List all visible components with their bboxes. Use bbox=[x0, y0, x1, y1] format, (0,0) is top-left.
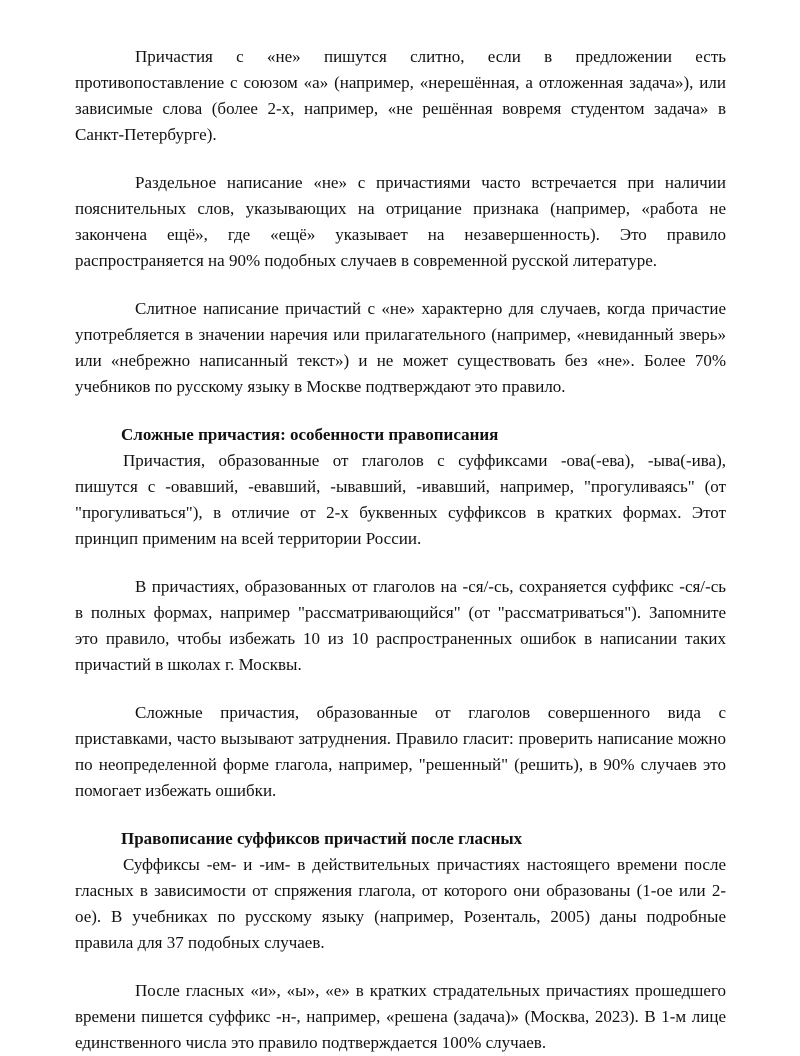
paragraph: Слитное написание причастий с «не» характерно для случаев, когда причастие употребляется в значении наречия или прилагательного (например, «невиданный зверь» или «небрежно написанный текст») и не может существовать без «не». Более 70% учебников по русскому языку в Москве подтверждают это правило. bbox=[75, 299, 726, 396]
paragraph: Причастия с «не» пишутся слитно, если в предложении есть противопоставление с союзом «а» (например, «нерешённая, а отложенная задача»), или зависимые слова (более 2-х, например, «не решённая вовремя студентом задача» в Санкт-Петербурге). bbox=[75, 47, 726, 144]
paragraph: Причастия, образованные от глаголов с суффиксами -ова(-ева), -ыва(-ива), пишутся с -овавший, -евавший, -ывавший, -ивавший, например, "прогуливаясь" (от "прогуливаться"), в отличие от 2-х буквенных суффиксов в кратких формах. Этот принцип применим на всей территории России. bbox=[75, 451, 726, 548]
section-heading: Сложные причастия: особенности правописания bbox=[121, 425, 499, 444]
paragraph: После гласных «и», «ы», «е» в кратких страдательных причастиях прошедшего времени пишется суффикс -н-, например, «решена (задача)» (Москва, 2023). В 1-м лице единственного числа это правило подтверждается 100% случаев. bbox=[75, 981, 726, 1052]
section-heading: Правописание суффиксов причастий после гласных bbox=[121, 829, 523, 848]
paragraph: Сложные причастия, образованные от глаголов совершенного вида с приставками, часто вызывают затруднения. Правило гласит: проверить написание можно по неопределенной форме глагола, например, "решенный" (решить), в 90% случаев это помогает избежать ошибки. bbox=[75, 703, 726, 800]
paragraph: В причастиях, образованных от глаголов на -ся/-сь, сохраняется суффикс -ся/-сь в полных формах, например "рассматривающийся" (от "рассматриваться"). Запомните это правило, чтобы избежать 10 из 10 распространенных ошибок в написании таких причастий в школах г. Москвы. bbox=[75, 577, 726, 674]
document-page bbox=[75, 44, 726, 1056]
paragraph: Суффиксы -ем- и -им- в действительных причастиях настоящего времени после гласных в зависимости от спряжения глагола, от которого они образованы (1-ое или 2-ое). В учебниках по русскому языку (например, Розенталь, 2005) даны подробные правила для 37 подобных случаев. bbox=[75, 855, 726, 952]
paragraph: Раздельное написание «не» с причастиями часто встречается при наличии пояснительных слов, указывающих на отрицание признака (например, «работа не закончена ещё», где «ещё» указывает на незавершенность). Это правило распространяется на 90% подобных случаев в современной русской литературе. bbox=[75, 173, 726, 270]
